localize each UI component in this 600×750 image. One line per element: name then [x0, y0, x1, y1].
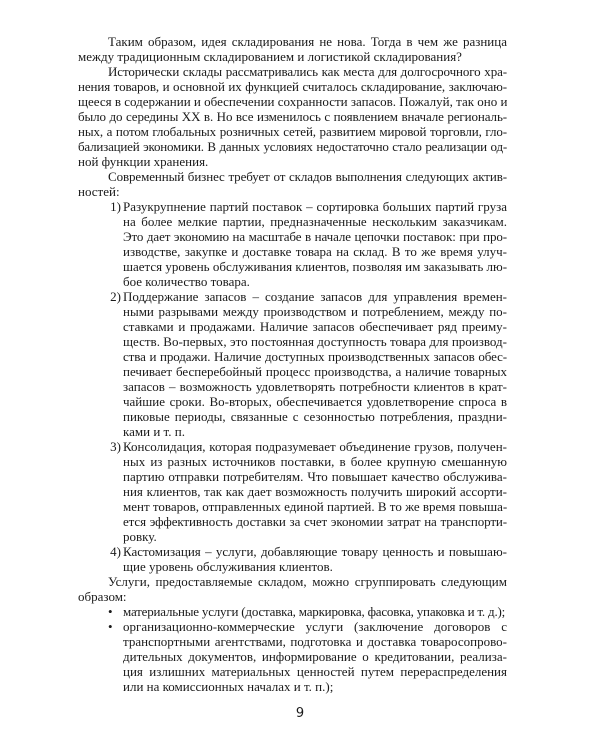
text-line: ства и продажи. Наличие доступных производственных запасов обес-: [123, 349, 507, 364]
text-line: щие уровень обслуживания клиентов.: [123, 559, 333, 574]
text-lines: [78, 64, 507, 169]
text-line: дительных документов, информирование о кредитовании, реализа-: [123, 649, 507, 664]
text-line: Кастомизация – услуги, добавляющие товару ценность и повышаю-: [123, 544, 507, 559]
text-line: ставками и продажами. Наличие запасов обеспечивает ряд преиму-: [123, 319, 507, 334]
text-line: ных, а потом глобальных розничных сетей, развитием мировой торговли, гло-: [78, 124, 507, 139]
numbered-list-item: [0, 289, 600, 439]
text-lines: [123, 604, 507, 619]
text-lines: [123, 544, 507, 574]
text-line: транспортными агентствами, подготовка и доставка товаросопрово-: [123, 634, 507, 649]
page-number: 9: [295, 706, 305, 721]
text-line: ностей:: [78, 184, 120, 199]
bullet-list-item: [0, 619, 600, 694]
text-line: между традиционным складированием и логистикой складирования?: [78, 49, 462, 64]
list-number: 1): [110, 199, 121, 214]
numbered-list-item: [0, 544, 600, 574]
text-line: чайшие сроки. Во-вторых, обеспечивается удовлетворение спроса в: [123, 394, 507, 409]
text-line: партию отправки потребителям. Что повышает качество обслужива-: [123, 469, 507, 484]
text-line: ровку.: [123, 529, 157, 544]
text-line: печивает бесперебойный процесс производства, а наличие товарных: [123, 364, 507, 379]
list-number: 4): [110, 544, 121, 559]
text-line: ными разрывами между производством и потреблением, между по-: [123, 304, 507, 319]
text-lines: [123, 199, 507, 289]
text-line: Услуги, предоставляемые складом, можно сгруппировать следующим: [108, 574, 507, 589]
text-line: изводстве, закупке и доставке товара на склад. В то же время улуч-: [123, 244, 507, 259]
text-lines: [78, 34, 507, 64]
paragraph: [0, 574, 600, 604]
text-line: Современный бизнес требует от складов выполнения следующих актив-: [108, 169, 507, 184]
list-number: 2): [110, 289, 121, 304]
text-line: образом:: [78, 589, 127, 604]
text-line: мент товаров, отправленных единой партией. В то же время повыша-: [123, 499, 507, 514]
text-line: Исторически склады рассматривались как места для долгосрочного хра-: [108, 64, 507, 79]
text-line: шается уровень обслуживания клиентов, позволяя им заказывать лю-: [123, 259, 507, 274]
text-line: ных из разных источников поставки, в более крупную смешанную: [123, 454, 507, 469]
text-line: ками и т. п.: [123, 424, 185, 439]
text-lines: [78, 574, 507, 604]
text-line: бализацией экономики. В данных условиях недостаточно стало реализации од-: [78, 139, 507, 154]
text-line: ция излишних материальных ценностей путем перераспределения: [123, 664, 507, 679]
text-lines: [123, 619, 507, 694]
text-line: Разукрупнение партий поставок – сортировка больших партий груза: [123, 199, 507, 214]
paragraph: [0, 64, 600, 169]
numbered-list-item: [0, 439, 600, 544]
document-page: [0, 34, 600, 694]
bullet-icon: •: [108, 604, 113, 619]
list-number: 3): [110, 439, 121, 454]
bullet-list-item: [0, 604, 600, 619]
text-line: Таким образом, идея складирования не нова. Тогда в чем же разница: [108, 34, 507, 49]
text-line: или на комиссионных началах и т. п.);: [123, 679, 334, 694]
text-line: ной функции хранения.: [78, 154, 209, 169]
text-line: бое количество товара.: [123, 274, 250, 289]
text-line: было до середины XX в. Но все изменилось с появлением вначале региональ-: [78, 109, 507, 124]
bullet-icon: •: [108, 619, 113, 634]
numbered-list-item: [0, 199, 600, 289]
text-line: нения товаров, и основной их функцией считалось складирование, заключаю-: [78, 79, 507, 94]
text-lines: [123, 289, 507, 439]
text-line: запасов – возможность удовлетворять потребности клиентов в крат-: [123, 379, 507, 394]
text-lines: [123, 439, 507, 544]
text-line: ществ. Во-первых, это постоянная доступность товара для производ-: [123, 334, 507, 349]
text-line: Поддержание запасов – создание запасов для управления времен-: [123, 289, 507, 304]
text-line: Это дает экономию на масштабе в начале цепочки поставок: при про-: [123, 229, 507, 244]
text-lines: [78, 169, 507, 199]
text-line: на более мелкие партии, предназначенные нескольким заказчикам.: [123, 214, 507, 229]
text-line: Консолидация, которая подразумевает объединение грузов, получен-: [123, 439, 507, 454]
text-line: щееся в содержании и обеспечении сохранности запасов. Пожалуй, так оно и: [78, 94, 507, 109]
text-line: организационно-коммерческие услуги (заключение договоров с: [123, 619, 507, 634]
text-line: ется эффективность доставки за счет экономии затрат на транспорти-: [123, 514, 507, 529]
paragraph: [0, 34, 600, 64]
text-line: пиковые периоды, связанные с сезонностью потребления, праздни-: [123, 409, 507, 424]
text-line: ния клиентов, так как дает возможность получить широкий ассорти-: [123, 484, 507, 499]
paragraph: [0, 169, 600, 199]
text-line: материальные услуги (доставка, маркировка, фасовка, упаковка и т. д.);: [123, 604, 506, 619]
